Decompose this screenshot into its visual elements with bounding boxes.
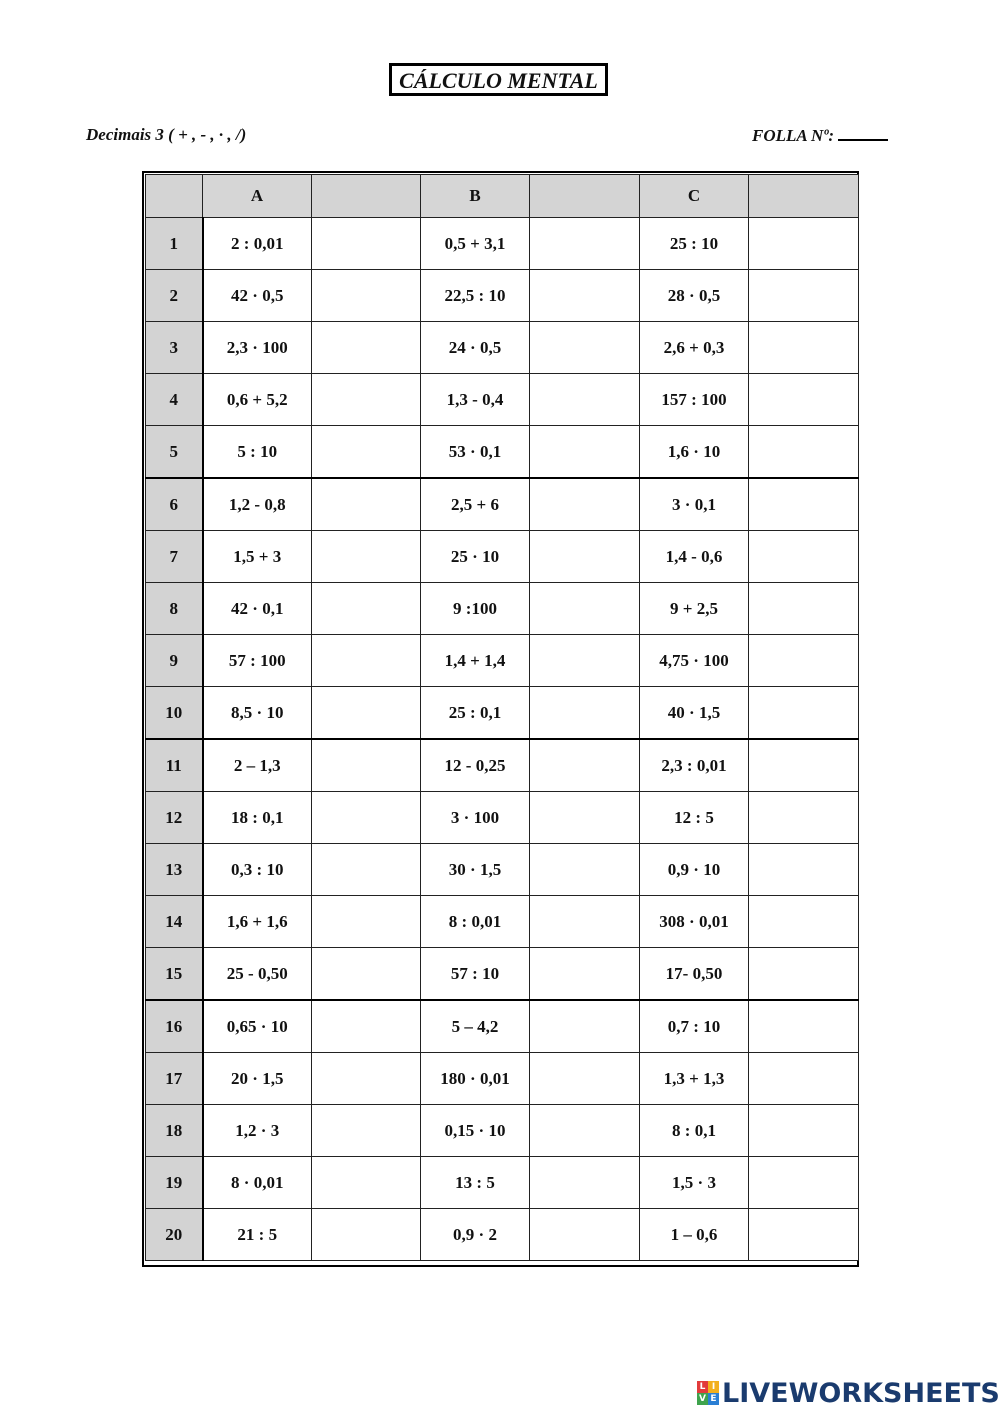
- table-row: [146, 635, 859, 687]
- answer-c-input[interactable]: [749, 844, 859, 896]
- expression-a: 57 : 100: [203, 635, 312, 687]
- answer-b-input[interactable]: [530, 426, 640, 479]
- answer-c-input[interactable]: [749, 1209, 859, 1261]
- column-header-b-answer: [530, 175, 640, 218]
- expression-a: 1,5 + 3: [203, 531, 312, 583]
- row-number: 17: [146, 1053, 203, 1105]
- expression-c: 4,75 · 100: [640, 635, 749, 687]
- column-header-c-answer: [749, 175, 859, 218]
- expression-a: 42 · 0,5: [203, 270, 312, 322]
- expression-b: 0,15 · 10: [421, 1105, 530, 1157]
- answer-c-input[interactable]: [749, 218, 859, 270]
- expression-b: 53 · 0,1: [421, 426, 530, 479]
- column-header-c: C: [640, 175, 749, 218]
- liveworksheets-logo: [697, 1376, 1000, 1410]
- expression-b: 0,5 + 3,1: [421, 218, 530, 270]
- expression-b: 2,5 + 6: [421, 478, 530, 531]
- expression-c: 308 · 0,01: [640, 896, 749, 948]
- expression-a: 25 - 0,50: [203, 948, 312, 1001]
- expression-b: 0,9 · 2: [421, 1209, 530, 1261]
- answer-c-input[interactable]: [749, 1000, 859, 1053]
- expression-a: 0,65 · 10: [203, 1000, 312, 1053]
- answer-a-input[interactable]: [312, 322, 421, 374]
- row-number: 19: [146, 1157, 203, 1209]
- expression-c: 1,4 - 0,6: [640, 531, 749, 583]
- sheet-number-field: [752, 125, 888, 146]
- row-number: 20: [146, 1209, 203, 1261]
- row-number: 13: [146, 844, 203, 896]
- row-number: 11: [146, 739, 203, 792]
- expression-c: 2,6 + 0,3: [640, 322, 749, 374]
- expression-b: 57 : 10: [421, 948, 530, 1001]
- answer-a-input[interactable]: [312, 374, 421, 426]
- expression-c: 12 : 5: [640, 792, 749, 844]
- answer-c-input[interactable]: [749, 322, 859, 374]
- answer-b-input[interactable]: [530, 1053, 640, 1105]
- worksheet-subtitle: Decimais 3 ( + , - , · , /): [86, 125, 247, 144]
- answer-c-input[interactable]: [749, 896, 859, 948]
- expression-c: 1,6 · 10: [640, 426, 749, 479]
- expression-c: 2,3 : 0,01: [640, 739, 749, 792]
- liveworksheets-mark-icon: [697, 1381, 719, 1405]
- answer-c-input[interactable]: [749, 583, 859, 635]
- page-title: CÁLCULO MENTAL: [389, 63, 608, 96]
- answer-b-input[interactable]: [530, 270, 640, 322]
- answer-b-input[interactable]: [530, 1000, 640, 1053]
- table-row: [146, 1053, 859, 1105]
- expression-c: 17- 0,50: [640, 948, 749, 1001]
- answer-b-input[interactable]: [530, 374, 640, 426]
- answer-b-input[interactable]: [530, 1209, 640, 1261]
- answer-c-input[interactable]: [749, 374, 859, 426]
- expression-a: 1,2 - 0,8: [203, 478, 312, 531]
- answer-b-input[interactable]: [530, 583, 640, 635]
- expression-c: 0,9 · 10: [640, 844, 749, 896]
- expression-a: 2 – 1,3: [203, 739, 312, 792]
- answer-c-input[interactable]: [749, 270, 859, 322]
- table-row: [146, 687, 859, 740]
- answer-a-input[interactable]: [312, 270, 421, 322]
- answer-b-input[interactable]: [530, 896, 640, 948]
- expression-a: 8,5 · 10: [203, 687, 312, 740]
- answer-a-input[interactable]: [312, 1209, 421, 1261]
- table-row: [146, 478, 859, 531]
- expression-a: 42 · 0,1: [203, 583, 312, 635]
- sheet-number-blank[interactable]: [838, 125, 888, 141]
- table-row: [146, 1157, 859, 1209]
- answer-b-input[interactable]: [530, 322, 640, 374]
- table-header-row: [146, 175, 859, 218]
- expression-c: 0,7 : 10: [640, 1000, 749, 1053]
- answer-b-input[interactable]: [530, 948, 640, 1001]
- expression-b: 3 · 100: [421, 792, 530, 844]
- expression-b: 13 : 5: [421, 1157, 530, 1209]
- expression-b: 1,4 + 1,4: [421, 635, 530, 687]
- answer-a-input[interactable]: [312, 844, 421, 896]
- logo-mark-letter: L: [697, 1381, 708, 1393]
- answer-a-input[interactable]: [312, 1157, 421, 1209]
- table-row: [146, 270, 859, 322]
- answer-a-input[interactable]: [312, 1053, 421, 1105]
- row-number: 10: [146, 687, 203, 740]
- answer-c-input[interactable]: [749, 739, 859, 792]
- table-row: [146, 739, 859, 792]
- answer-c-input[interactable]: [749, 948, 859, 1001]
- expression-c: 25 : 10: [640, 218, 749, 270]
- answer-b-input[interactable]: [530, 687, 640, 740]
- sheet-number-label: FOLLA Nº:: [752, 126, 835, 145]
- row-number: 2: [146, 270, 203, 322]
- answer-b-input[interactable]: [530, 844, 640, 896]
- expression-b: 8 : 0,01: [421, 896, 530, 948]
- answer-a-input[interactable]: [312, 426, 421, 479]
- logo-wordmark: LIVEWORKSHEETS: [722, 1377, 1000, 1409]
- answer-a-input[interactable]: [312, 687, 421, 740]
- row-number: 4: [146, 374, 203, 426]
- logo-mark-letter: E: [708, 1393, 719, 1405]
- expression-b: 25 : 0,1: [421, 687, 530, 740]
- header-corner-cell: [146, 175, 203, 218]
- expression-a: 2,3 · 100: [203, 322, 312, 374]
- row-number: 5: [146, 426, 203, 479]
- row-number: 12: [146, 792, 203, 844]
- expression-a: 18 : 0,1: [203, 792, 312, 844]
- table-row: [146, 531, 859, 583]
- expression-a: 2 : 0,01: [203, 218, 312, 270]
- table-row: [146, 896, 859, 948]
- answer-a-input[interactable]: [312, 583, 421, 635]
- table-row: [146, 322, 859, 374]
- expression-a: 5 : 10: [203, 426, 312, 479]
- answer-a-input[interactable]: [312, 792, 421, 844]
- expression-a: 1,6 + 1,6: [203, 896, 312, 948]
- expression-a: 0,3 : 10: [203, 844, 312, 896]
- expression-c: 40 · 1,5: [640, 687, 749, 740]
- expression-c: 28 · 0,5: [640, 270, 749, 322]
- answer-a-input[interactable]: [312, 478, 421, 531]
- answer-a-input[interactable]: [312, 218, 421, 270]
- expression-c: 1,5 · 3: [640, 1157, 749, 1209]
- expression-c: 3 · 0,1: [640, 478, 749, 531]
- expression-b: 12 - 0,25: [421, 739, 530, 792]
- column-header-a-answer: [312, 175, 421, 218]
- answer-a-input[interactable]: [312, 1000, 421, 1053]
- answer-a-input[interactable]: [312, 948, 421, 1001]
- worksheet-frame: [142, 171, 859, 1267]
- row-number: 15: [146, 948, 203, 1001]
- expression-a: 8 · 0,01: [203, 1157, 312, 1209]
- expression-b: 5 – 4,2: [421, 1000, 530, 1053]
- expression-b: 22,5 : 10: [421, 270, 530, 322]
- table-row: [146, 844, 859, 896]
- answer-a-input[interactable]: [312, 739, 421, 792]
- answer-c-input[interactable]: [749, 1105, 859, 1157]
- answer-c-input[interactable]: [749, 687, 859, 740]
- table-row: [146, 374, 859, 426]
- expression-c: 1 – 0,6: [640, 1209, 749, 1261]
- expression-b: 1,3 - 0,4: [421, 374, 530, 426]
- logo-mark-letter: I: [708, 1381, 719, 1393]
- table-row: [146, 1000, 859, 1053]
- row-number: 16: [146, 1000, 203, 1053]
- answer-b-input[interactable]: [530, 218, 640, 270]
- table-row: [146, 948, 859, 1001]
- answer-c-input[interactable]: [749, 635, 859, 687]
- answer-a-input[interactable]: [312, 635, 421, 687]
- logo-mark-letter: V: [697, 1393, 708, 1405]
- expression-b: 25 · 10: [421, 531, 530, 583]
- row-number: 6: [146, 478, 203, 531]
- expression-b: 24 · 0,5: [421, 322, 530, 374]
- answer-c-input[interactable]: [749, 1157, 859, 1209]
- expression-c: 8 : 0,1: [640, 1105, 749, 1157]
- expression-b: 9 :100: [421, 583, 530, 635]
- answer-b-input[interactable]: [530, 531, 640, 583]
- row-number: 9: [146, 635, 203, 687]
- table-row: [146, 426, 859, 479]
- answer-b-input[interactable]: [530, 792, 640, 844]
- expression-c: 9 + 2,5: [640, 583, 749, 635]
- expression-b: 180 · 0,01: [421, 1053, 530, 1105]
- table-row: [146, 583, 859, 635]
- answer-a-input[interactable]: [312, 1105, 421, 1157]
- expression-c: 1,3 + 1,3: [640, 1053, 749, 1105]
- expression-a: 1,2 · 3: [203, 1105, 312, 1157]
- row-number: 3: [146, 322, 203, 374]
- expression-a: 21 : 5: [203, 1209, 312, 1261]
- answer-c-input[interactable]: [749, 478, 859, 531]
- row-number: 7: [146, 531, 203, 583]
- expression-a: 0,6 + 5,2: [203, 374, 312, 426]
- row-number: 18: [146, 1105, 203, 1157]
- table-row: [146, 792, 859, 844]
- table-row: [146, 218, 859, 270]
- expression-c: 157 : 100: [640, 374, 749, 426]
- answer-b-input[interactable]: [530, 739, 640, 792]
- answer-b-input[interactable]: [530, 1105, 640, 1157]
- table-row: [146, 1209, 859, 1261]
- answer-b-input[interactable]: [530, 1157, 640, 1209]
- answer-c-input[interactable]: [749, 426, 859, 479]
- calculation-table: [145, 174, 859, 1261]
- row-number: 14: [146, 896, 203, 948]
- answer-c-input[interactable]: [749, 531, 859, 583]
- column-header-a: A: [203, 175, 312, 218]
- column-header-b: B: [421, 175, 530, 218]
- answer-a-input[interactable]: [312, 531, 421, 583]
- table-row: [146, 1105, 859, 1157]
- expression-b: 30 · 1,5: [421, 844, 530, 896]
- answer-a-input[interactable]: [312, 896, 421, 948]
- answer-b-input[interactable]: [530, 478, 640, 531]
- answer-b-input[interactable]: [530, 635, 640, 687]
- expression-a: 20 · 1,5: [203, 1053, 312, 1105]
- answer-c-input[interactable]: [749, 792, 859, 844]
- row-number: 1: [146, 218, 203, 270]
- row-number: 8: [146, 583, 203, 635]
- answer-c-input[interactable]: [749, 1053, 859, 1105]
